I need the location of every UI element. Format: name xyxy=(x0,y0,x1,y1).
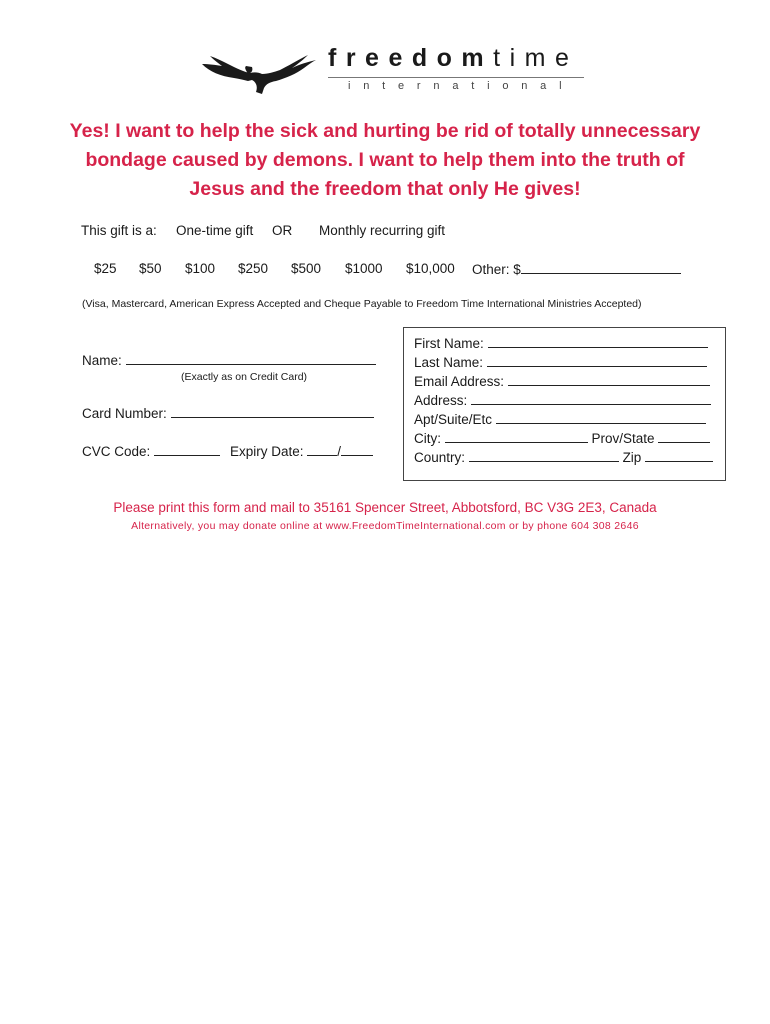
card-name-label: Name: xyxy=(82,353,122,368)
amount-option[interactable]: $10,000 xyxy=(406,261,455,276)
expiry-year-field[interactable] xyxy=(341,443,373,456)
other-amount-field[interactable] xyxy=(521,261,681,274)
card-number-label: Card Number: xyxy=(82,406,167,421)
cvc-field[interactable] xyxy=(154,443,220,456)
online-donation-note: Alternatively, you may donate online at www.FreedomTimeInternational.com or by phone 604 308 2646 xyxy=(131,520,639,532)
email-label: Email Address: xyxy=(414,374,505,389)
or-label: OR xyxy=(272,223,293,238)
prov-label: Prov/State xyxy=(591,431,655,446)
amount-option[interactable]: $250 xyxy=(238,261,269,276)
card-number-field[interactable] xyxy=(171,405,374,418)
apt-row xyxy=(414,411,706,427)
brand-divider xyxy=(328,77,584,78)
address-label: Address: xyxy=(414,393,468,408)
address-field[interactable] xyxy=(471,392,711,405)
email-row xyxy=(414,373,710,389)
other-amount-label: Other: $ xyxy=(472,262,521,277)
address-row xyxy=(414,392,711,408)
first-name-field[interactable] xyxy=(488,335,708,348)
payment-note: (Visa, Mastercard, American Express Accepted and Cheque Payable to Freedom Time International Ministries Accepted) xyxy=(82,298,642,310)
city-label: City: xyxy=(414,431,441,446)
one-time-gift-option[interactable]: One-time gift xyxy=(176,223,254,238)
card-name-row xyxy=(82,352,376,368)
expiry-row xyxy=(230,443,373,459)
amount-option[interactable]: $50 xyxy=(139,261,162,276)
last-name-label: Last Name: xyxy=(414,355,484,370)
expiry-label: Expiry Date: xyxy=(230,444,304,459)
amount-option[interactable]: $1000 xyxy=(345,261,383,276)
logo xyxy=(200,44,590,96)
amount-option[interactable]: $25 xyxy=(94,261,117,276)
country-label: Country: xyxy=(414,450,466,465)
other-amount xyxy=(472,261,681,277)
gift-type-label: This gift is a: xyxy=(81,223,157,238)
brand-subtitle: international xyxy=(348,80,575,92)
eagle-icon xyxy=(200,50,318,96)
headline: Yes! I want to help the sick and hurting be rid of totally unnecessary bondage caused by demons. I want to help them into the truth of Jesus and the freedom that only He gives! xyxy=(69,120,701,200)
apt-label: Apt/Suite/Etc xyxy=(414,412,493,427)
expiry-separator: / xyxy=(337,444,342,459)
card-number-row xyxy=(82,405,374,421)
city-row xyxy=(414,430,710,446)
country-row xyxy=(414,449,713,465)
email-field[interactable] xyxy=(508,373,710,386)
last-name-row xyxy=(414,354,707,370)
zip-label: Zip xyxy=(622,450,642,465)
country-field[interactable] xyxy=(469,449,619,462)
city-field[interactable] xyxy=(445,430,588,443)
monthly-gift-option[interactable]: Monthly recurring gift xyxy=(319,223,446,238)
brand-name: freedomtime xyxy=(328,44,579,72)
address-box xyxy=(403,327,726,481)
card-name-field[interactable] xyxy=(126,352,376,365)
cvc-label: CVC Code: xyxy=(82,444,151,459)
cvc-row xyxy=(82,443,220,459)
card-name-hint: (Exactly as on Credit Card) xyxy=(181,371,308,383)
first-name-row xyxy=(414,335,708,351)
first-name-label: First Name: xyxy=(414,336,484,351)
mailing-instructions: Please print this form and mail to 35161 Spencer Street, Abbotsford, BC V3G 2E3, Canada xyxy=(113,500,657,515)
zip-field[interactable] xyxy=(645,449,713,462)
expiry-month-field[interactable] xyxy=(307,443,337,456)
apt-field[interactable] xyxy=(496,411,706,424)
amount-option[interactable]: $500 xyxy=(291,261,322,276)
amount-option[interactable]: $100 xyxy=(185,261,216,276)
last-name-field[interactable] xyxy=(487,354,707,367)
prov-field[interactable] xyxy=(658,430,710,443)
